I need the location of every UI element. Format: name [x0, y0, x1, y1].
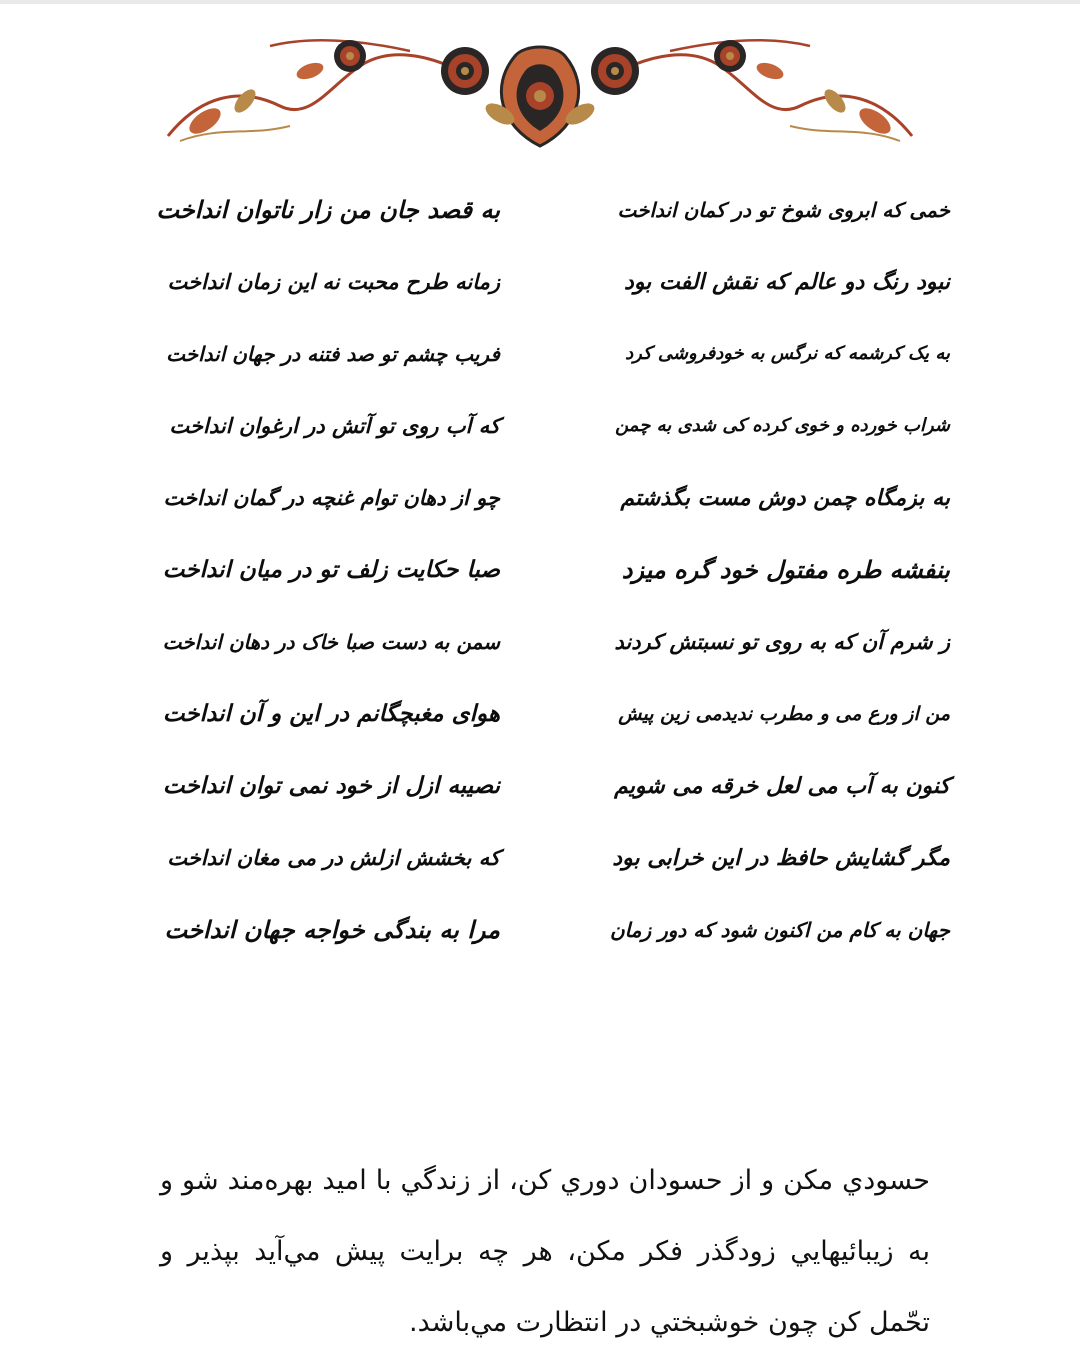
top-border	[0, 0, 1080, 4]
hemistich-second-11: مرا به بندگی خواجه جهان انداخت	[164, 915, 500, 944]
hemistich-first-7: ز شرم آن که به روی تو نسبتش کردند	[614, 629, 950, 654]
hemistich-second-10: که بخشش ازلش در می مغان انداخت	[167, 845, 500, 870]
hemistich-first-9: کنون به آب می لعل خرقه می شویم	[614, 773, 950, 799]
hemistich-first-11: جهان به کام من اکنون شود که دور زمان	[609, 918, 950, 942]
hemistich-first-2: نبود رنگ دو عالم که نقش الفت بود	[624, 269, 950, 295]
prose-paragraph: حسودي مكن و از حسودان دوري كن، از زندگي با اميد بهره‌مند شو و به زيبائيهايي زودگذر فكر مكن، هر چه برايت پيش مي‌آيد بپذير و تحّمل كن چون خوشبختي در انتظارت مي‌باشد.	[160, 1165, 930, 1338]
hemistich-first-6: بنفشه طره مفتول خود گره میزد	[621, 555, 950, 584]
hemistich-first-3: به یک کرشمه که نرگس به خودفروشی کرد	[625, 343, 950, 364]
hemistich-second-8: هوای مغبچگانم در این و آن انداخت	[162, 700, 500, 727]
hemistich-second-1: به قصد جان من زار ناتوان انداخت	[156, 195, 500, 224]
hemistich-second-6: صبا حکایت زلف تو در میان انداخت	[162, 556, 500, 583]
hemistich-first-1: خمی که ابروی شوخ تو در کمان انداخت	[617, 198, 950, 222]
hemistich-second-5: چو از دهان توام غنچه در گمان انداخت	[163, 485, 500, 510]
hemistich-second-4: که آب روی تو آتش در ارغوان انداخت	[169, 413, 500, 438]
hemistich-second-3: فریب چشم تو صد فتنه در جهان انداخت	[166, 342, 500, 366]
hemistich-first-4: شراب خورده و خوی کرده کی شدی به چمن	[615, 415, 950, 436]
hemistich-first-5: به بزمگاه چمن دوش مست بگذشتم	[620, 485, 950, 511]
hemistich-second-7: سمن به دست صبا خاک در دهان انداخت	[162, 630, 500, 654]
hemistich-first-10: مگر گشایش حافظ در این خرابی بود	[612, 845, 950, 871]
floral-header-ornament-icon	[160, 26, 920, 154]
hemistich-first-8: من از ورع می و مطرب ندیدمی زین پیش	[618, 703, 950, 725]
hemistich-second-2: زمانه طرح محبت نه این زمان انداخت	[167, 269, 500, 294]
hemistich-second-9: نصیبه ازل از خود نمی توان انداخت	[162, 772, 500, 799]
poem	[150, 190, 970, 990]
